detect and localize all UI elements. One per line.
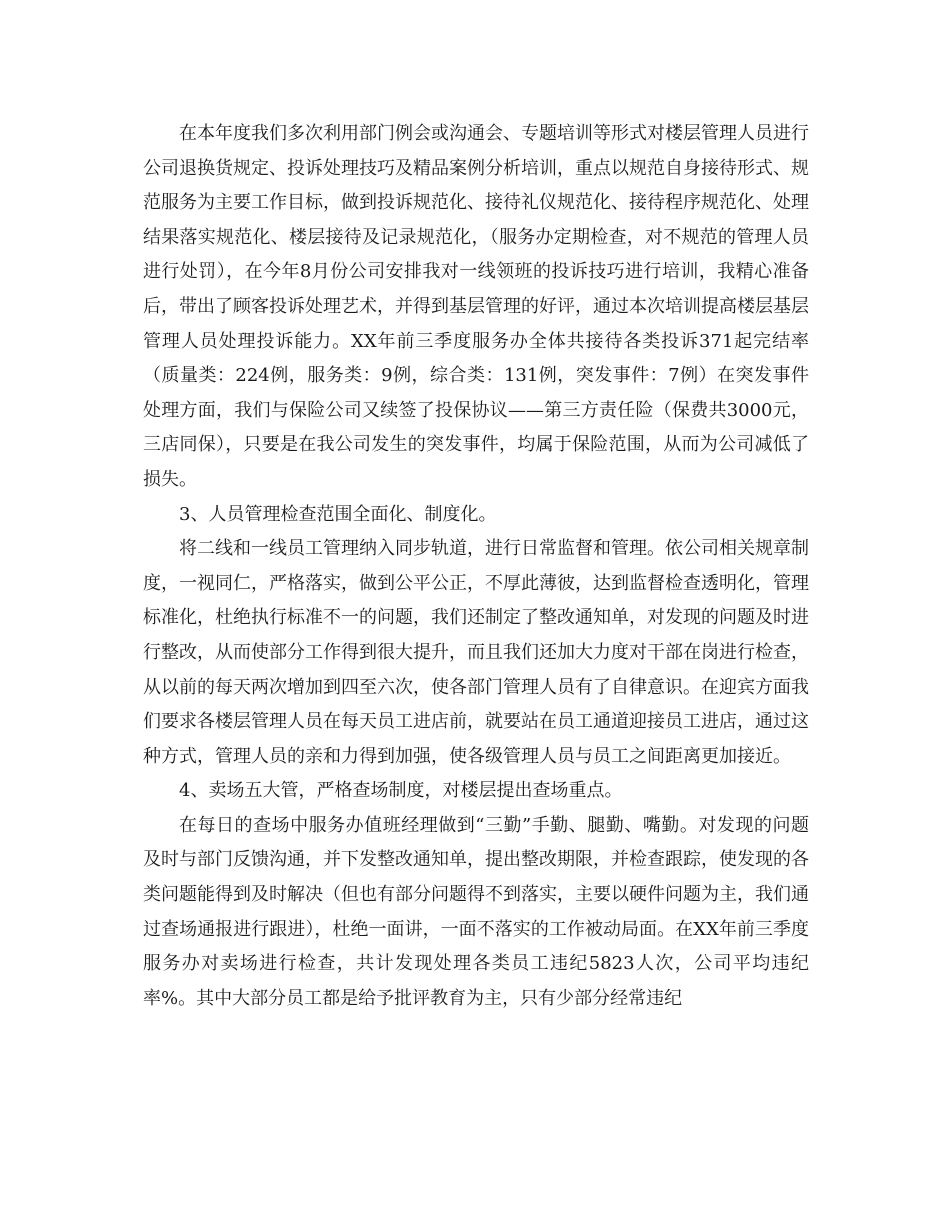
paragraph-personnel-management: 将二线和一线员工管理纳入同步轨道，进行日常监督和管理。依公司相关规章制度，一视同仁，严格落实，做到公平公正，不厚此薄彼，达到监督检查透明化，管理标准化，杜绝执行标准不一的问题，我们还制定了整改通知单，对发现的问题及时进行整改，从而使部分工作得到很大提升，而且我们还加大力度对干部在岗进行检查，从以前的每天两次增加到四至六次，使各部门管理人员有了自律意识。在迎宾方面我们要求各楼层管理人员在每天员工进店前，就要站在员工通道迎接员工进店，通过这种方式，管理人员的亲和力得到加强，使各级管理人员与员工之间距离更加接近。 [143,538,809,767]
heading-store-inspection: 4、卖场五大管，严格查场制度，对楼层提出查场重点。 [179,780,623,802]
paragraph-complaint-training: 在本年度我们多次利用部门例会或沟通会、专题培训等形式对楼层管理人员进行公司退换货规定、投诉处理技巧及精品案例分析培训，重点以规范自身接待形式、规范服务为主要工作目标，做到投诉规范化、接待礼仪规范化、接待程序规范化、处理结果落实规范化、楼层接待及记录规范化，（服务办定期检查，对不规范的管理人员进行处罚），在今年8月份公司安排我对一线领班的投诉技巧进行培训，我精心准备后，带出了顾客投诉处理艺术，并得到基层管理的好评，通过本次培训提高楼层基层管理人员处理投诉能力。XX年前三季度服务办全体共接待各类投诉371起完结率（质量类：224例，服务类：9例，综合类：131例，突发事件：7例）在突发事件处理方面，我们与保险公司又续签了投保协议——第三方责任险（保费共3000元，三店同保），只要是在我公司发生的突发事件，均属于保险范围，从而为公司减低了损失。 [143,123,809,490]
paragraph-store-inspection: 在每日的查场中服务办值班经理做到“三勤”手勤、腿勤、嘴勤。对发现的问题及时与部门反馈沟通，并下发整改通知单，提出整改期限，并检查跟踪，使发现的各类问题能得到及时解决（但也有部分问题得不到落实，主要以硬件问题为主，我们通过查场通报进行跟进），杜绝一面讲，一面不落实的工作被动局面。在XX年前三季度服务办对卖场进行检查，共计发现处理各类员工违纪5823人次，公司平均违纪率%。其中大部分员工都是给予批评教育为主，只有少部分经常违纪 [143,814,809,1009]
heading-personnel-management: 3、人员管理检查范围全面化、制度化。 [179,503,497,525]
document-body [143,117,809,1016]
